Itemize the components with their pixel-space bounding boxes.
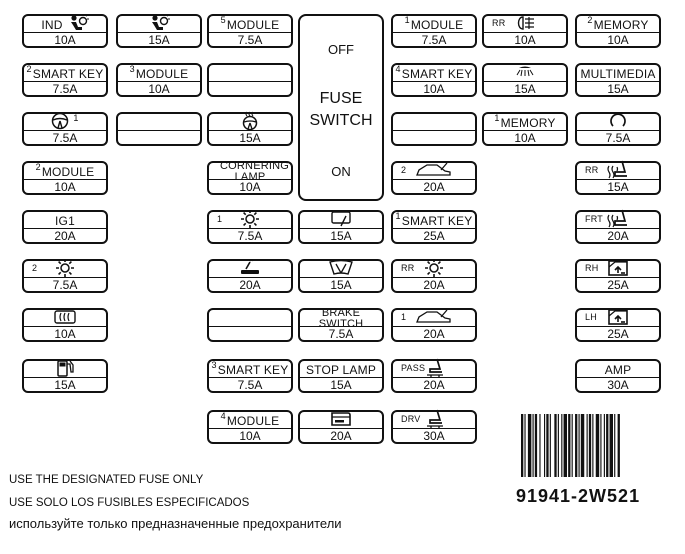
fuse-slot[interactable] [298,359,384,393]
fuse-superscript: 1 [217,214,223,224]
fuse-superscript: RR [401,263,415,273]
fuse-amperage: 15A [484,81,566,95]
fuse-label [393,163,475,180]
fuse-amperage: 7.5A [24,81,106,95]
fuse-label-text: MODULE [226,413,280,428]
fuse-amperage: 25A [577,277,659,291]
fuse-superscript: FRT [585,214,603,224]
fuse-amperage: 7.5A [577,130,659,144]
switch-title-line2: SWITCH [309,112,373,129]
switch-on-label: ON [331,164,351,179]
fuse-label [393,16,475,33]
fuse-slot[interactable] [207,210,293,244]
fuse-slot[interactable] [482,14,568,48]
fuse-label-text: SMART KEY [401,66,473,81]
fuse-superscript: 4 [395,63,401,74]
fuse-superscript: RH [585,263,599,273]
fuse-amperage: 20A [300,428,382,442]
note-russian: используйте только предназначенные предохранители [9,516,342,531]
fuse-switch[interactable] [298,14,384,201]
fuse-amperage: 15A [300,377,382,391]
fuse-amperage [393,130,475,144]
fuse-label [393,412,475,429]
fuse-slot[interactable] [22,259,108,293]
fuse-amperage: 7.5A [209,32,291,46]
fuse-amperage: 7.5A [393,32,475,46]
fuse-label [577,114,659,131]
fuse-label [577,310,659,327]
fuse-amperage: 10A [24,179,106,193]
part-number: 91941-2W521 [516,486,641,506]
fuse-slot[interactable] [116,14,202,48]
rear-defogger-icon [53,309,77,328]
fuse-label [209,159,291,183]
fuse-amperage: 10A [209,428,291,442]
fuse-superscript: PASS [401,363,426,373]
fuse-slot[interactable] [575,210,661,244]
fuse-amperage: 7.5A [24,277,106,291]
fuse-label-text: SMART KEY [32,66,104,81]
fuse-slot[interactable] [482,112,568,146]
fuse-slot[interactable] [391,308,477,342]
fuse-amperage: 20A [393,377,475,391]
fuse-label [300,212,382,229]
fuse-slot[interactable] [22,308,108,342]
fuse-label [393,310,475,327]
fuse-slot[interactable] [575,161,661,195]
fuse-slot[interactable] [207,259,293,293]
fuse-slot[interactable] [207,359,293,393]
fuse-label [300,361,382,378]
fuse-amperage: 15A [300,277,382,291]
fuse-amperage: 10A [484,130,566,144]
fuse-slot[interactable] [391,14,477,48]
fuse-label [24,212,106,229]
fuse-superscript: DRV [401,414,421,424]
fuse-label [209,361,291,378]
switch-off-label: OFF [328,42,354,57]
fuse-amperage: 20A [577,228,659,242]
fuse-superscript: 1 [494,112,500,123]
fuse-slot[interactable] [391,112,477,146]
fuse-label [577,261,659,278]
fuse-label [577,65,659,82]
fuse-amperage: 10A [577,32,659,46]
fuse-label [24,16,106,33]
fuse-label-text: MODULE [135,66,189,81]
fuse-label [209,212,291,229]
fuse-superscript: 4 [220,410,226,421]
fuse-slot[interactable] [22,210,108,244]
fuse-slot[interactable] [22,14,108,48]
fuse-label-text: SMART KEY [401,213,473,228]
fuse-label-text: MODULE [41,164,95,179]
fuse-slot[interactable] [391,161,477,195]
fuse-slot[interactable] [298,410,384,444]
fuse-label [300,261,382,278]
fuse-label-text: IG1 [55,213,75,228]
note-english: USE THE DESIGNATED FUSE ONLY [9,474,204,486]
fuse-amperage: 20A [393,179,475,193]
fuse-slot[interactable] [207,14,293,48]
fuse-amperage: 25A [577,326,659,340]
fuse-amperage: 10A [24,32,106,46]
fuse-superscript: 1 [404,14,410,25]
fuse-slot[interactable] [391,410,477,444]
fuse-slot[interactable] [482,63,568,97]
fuse-label [24,114,106,131]
fuse-amperage [209,326,291,340]
fuse-amperage: 15A [209,130,291,144]
note-spanish: USE SOLO LOS FUSIBLES ESPECIFICADOS [9,497,250,509]
fuse-amperage: 25A [393,228,475,242]
fuse-label [209,16,291,33]
fuse-superscript: RR [492,18,506,28]
fuse-amperage: 20A [24,228,106,242]
fuse-amperage: 15A [577,179,659,193]
fuse-superscript: RR [585,165,599,175]
fuse-amperage [209,81,291,95]
fuse-slot[interactable] [575,14,661,48]
fuse-label-text: MEMORY [500,115,556,130]
fuse-slot[interactable] [391,210,477,244]
fuse-label-text: BRAKE SWITCH [318,306,364,330]
fuse-slot[interactable] [575,259,661,293]
fuse-slot[interactable] [22,63,108,97]
fuse-superscript: 2 [35,161,41,172]
fuse-amperage: 10A [118,81,200,95]
fuse-label [393,261,475,278]
fuse-slot[interactable] [298,259,384,293]
fuse-slot[interactable] [207,410,293,444]
fuse-label-text: IND [41,17,63,32]
fuse-amperage: 10A [24,326,106,340]
fuse-slot[interactable] [298,308,384,342]
fuse-slot[interactable] [207,63,293,97]
fuse-slot[interactable] [575,112,661,146]
fuse-amperage: 20A [393,326,475,340]
fuse-label [24,65,106,82]
fuse-amperage: 10A [393,81,475,95]
fuse-label [118,16,200,33]
fuse-label [118,114,200,131]
switch-title-line1: FUSE [319,90,363,107]
fuse-label [484,114,566,131]
fuse-label-text: STOP LAMP [305,362,377,377]
fuse-superscript: 3 [211,359,217,370]
fuse-label-text: CORNERING LAMP [220,159,290,183]
fuse-amperage: 7.5A [209,228,291,242]
fuse-slot[interactable] [116,112,202,146]
fuse-amperage: 15A [300,228,382,242]
fuse-superscript: 2 [26,63,32,74]
fuse-amperage: 20A [209,277,291,291]
fuse-label [118,65,200,82]
fuse-superscript: 2 [401,165,407,175]
fuse-slot[interactable] [207,161,293,195]
fuse-slot[interactable] [116,63,202,97]
fuse-label-text: MEMORY [593,17,649,32]
fuse-label [209,261,291,278]
fuse-slot[interactable] [391,359,477,393]
fuse-superscript: LH [585,312,597,322]
fuse-superscript: 3 [129,63,135,74]
fuse-label [300,306,382,330]
fuse-label [393,212,475,229]
fuse-label [24,261,106,278]
fuse-amperage: 10A [484,32,566,46]
fuse-amperage: 7.5A [209,377,291,391]
fuse-superscript: 5 [220,14,226,25]
fuse-superscript: 1 [401,312,407,322]
fuse-slot[interactable] [391,63,477,97]
fuse-label-text: MODULE [410,17,464,32]
fuse-amperage [118,130,200,144]
fuse-label [484,16,566,33]
fuse-slot[interactable] [22,161,108,195]
fuse-amperage: 15A [577,81,659,95]
fuse-label [24,361,106,378]
fuse-amperage: 15A [24,377,106,391]
fuse-label [209,65,291,82]
fuse-slot[interactable] [22,112,108,146]
fuse-superscript: 1 [395,210,401,221]
fuse-label [577,212,659,229]
fuse-slot[interactable] [207,112,293,146]
fuse-amperage: 10A [209,179,291,193]
fuse-label-text: MULTIMEDIA [580,66,656,81]
room-lamp-icon [514,66,536,81]
fuse-label-text: AMP [604,362,632,377]
fuse-slot[interactable] [575,63,661,97]
fuse-amperage: 20A [393,277,475,291]
fuse-slot[interactable] [391,259,477,293]
fuse-label [577,16,659,33]
fuse-label [209,310,291,327]
fuse-slot[interactable] [207,308,293,342]
fuse-label [393,65,475,82]
fuse-superscript: 2 [587,14,593,25]
fuse-amperage: 30A [577,377,659,391]
fuse-label [24,163,106,180]
fuse-label [577,163,659,180]
fuse-slot[interactable] [22,359,108,393]
fuse-label [209,114,291,131]
fuse-label [484,65,566,82]
fuse-slot[interactable] [298,210,384,244]
fuse-superscript: 2 [32,263,38,273]
fuse-label [300,412,382,429]
fuse-slot[interactable] [575,308,661,342]
fuse-label [577,361,659,378]
fuse-amperage: 30A [393,428,475,442]
fuse-label [393,361,475,378]
fuse-amperage: 15A [118,32,200,46]
fuse-label-text: MODULE [226,17,280,32]
fuse-amperage: 7.5A [300,326,382,340]
fuse-label-text: SMART KEY [217,362,289,377]
fuse-amperage: 7.5A [24,130,106,144]
rear-fog-lamp-icon [514,16,536,33]
fuse-slot[interactable] [575,359,661,393]
barcode [521,414,651,477]
fuse-superscript: 1 [73,112,79,123]
fuse-label [393,114,475,131]
fuse-label [24,310,106,327]
fuse-label [209,412,291,429]
